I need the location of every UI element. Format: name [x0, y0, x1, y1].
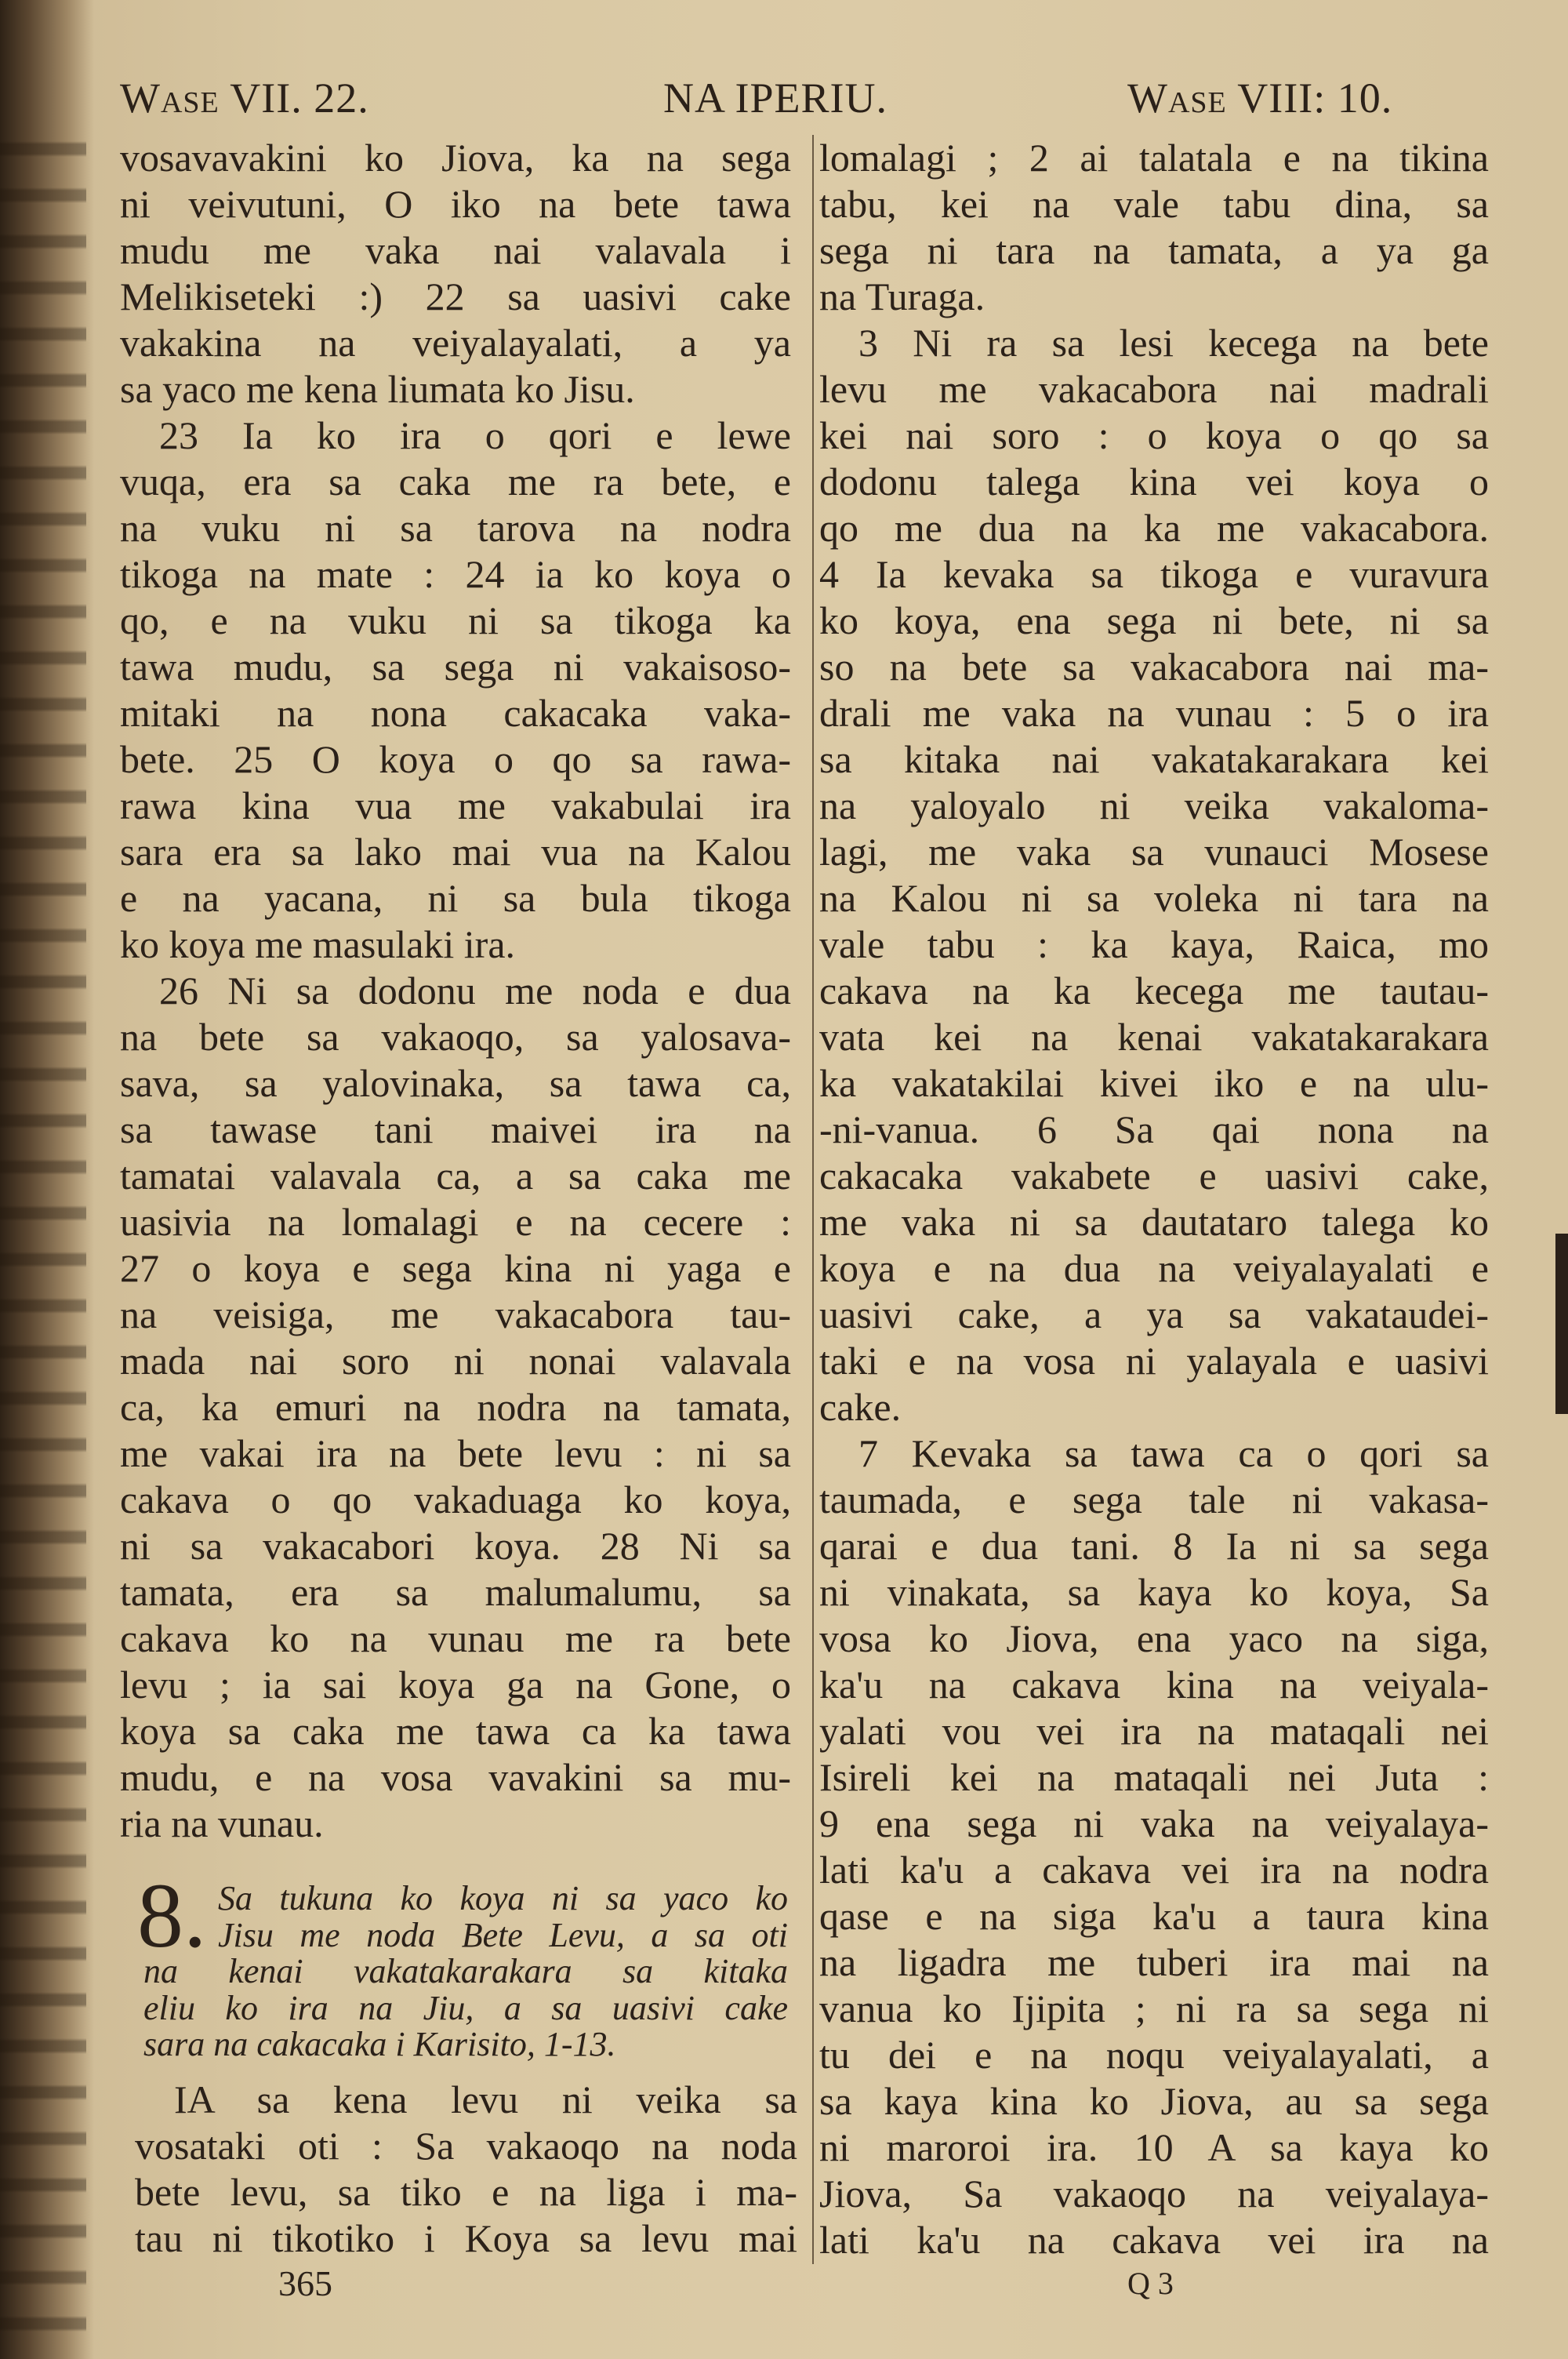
text-line: cake.: [819, 1385, 902, 1429]
text-line: vuqa, era sa caka me ra bete, e: [120, 460, 791, 503]
text-line: ni maroroi ira. 10 A sa kaya ko: [819, 2125, 1489, 2169]
text-line: 23 Ia ko ira o qori e lewe: [159, 413, 791, 457]
chapter-opening: [135, 2077, 797, 2262]
text-line: 9 ena sega ni vaka na veiyalaya-: [819, 1801, 1489, 1845]
text-line: -ni-vanua. 6 Sa qai nona na: [819, 1107, 1489, 1151]
column-divider: [812, 135, 814, 2264]
paragraph: [819, 1430, 1489, 2263]
text-line: qase e na siga ka'u a taura kina: [819, 1894, 1489, 1938]
text-line: tikoga na mate : 24 ia ko koya o: [120, 552, 791, 596]
text-line: vosa ko Jiova, ena yaco na siga,: [819, 1616, 1489, 1660]
text-line: ca, ka emuri na nodra na tamata,: [120, 1385, 791, 1429]
text-line: ka vakatakilai kivei iko e na ulu-: [819, 1061, 1489, 1105]
running-head-left: Wase VII. 22.: [120, 75, 369, 122]
text-line: Jiova, Sa vakaoqo na veiyalaya-: [819, 2172, 1489, 2215]
text-line: vale tabu : ka kaya, Raica, mo: [819, 922, 1489, 966]
text-line: e na yacana, ni sa bula tikoga: [120, 876, 791, 920]
text-line: rawa kina vua me vakabulai ira: [120, 783, 791, 827]
text-line: ko koya me masulaki ira.: [120, 922, 516, 966]
text-line: tawa mudu, sa sega ni vakaisoso-: [120, 645, 791, 689]
text-line: na Turaga.: [819, 274, 985, 318]
text-line: sa tawase tani maivei ira na: [120, 1107, 791, 1151]
text-line: 27 o koya e sega kina ni yaga e: [120, 1246, 791, 1290]
page-edge-mark: [1555, 1234, 1568, 1414]
text-line: koya e na dua na veiyalayalati e: [819, 1246, 1489, 1290]
text-line: na yaloyalo ni veika vakaloma-: [819, 783, 1489, 827]
text-line: na vuku ni sa tarova na nodra: [120, 506, 791, 550]
text-line: ka'u na cakava kina na veiyala-: [819, 1663, 1489, 1707]
text-line: sava, sa yalovinaka, sa tawa ca,: [120, 1061, 791, 1105]
text-line: sara na cakacaka i Karisito, 1-13.: [143, 2026, 616, 2063]
text-line: uasivia na lomalagi e na cecere :: [120, 1200, 791, 1244]
text-line: ko koya, ena sega ni bete, ni sa: [819, 598, 1489, 642]
text-line: ni vinakata, sa kaya ko koya, Sa: [819, 1570, 1489, 1614]
text-line: na kenai vakatakarakara sa kitaka: [143, 1954, 788, 1990]
text-line: mudu, e na vosa vavakini sa mu-: [120, 1755, 791, 1799]
text-line: sara era sa lako mai vua na Kalou: [120, 830, 791, 874]
text-line: bete levu, sa tiko e na liga i ma-: [135, 2170, 797, 2214]
text-line: lagi, me vaka sa vunauci Mosese: [819, 830, 1489, 874]
text-line: taumada, e sega tale ni vakasa-: [819, 1478, 1489, 1521]
text-line: na bete sa vakaoqo, sa yalosava-: [120, 1015, 791, 1059]
text-line: me vakai ira na bete levu : ni sa: [120, 1431, 791, 1475]
chapter-number: 8.: [137, 1864, 207, 1967]
text-line: yalati vou vei ira na mataqali nei: [819, 1709, 1489, 1753]
paragraph: [120, 413, 791, 968]
chapter-summary-text: [120, 1881, 788, 2063]
text-line: mada nai soro ni nonai valavala: [120, 1339, 791, 1383]
text-line: levu ; ia sai koya ga na Gone, o: [120, 1663, 791, 1707]
text-line: 4 Ia kevaka sa tikoga e vuravura: [819, 552, 1489, 596]
text-line: ria na vunau.: [120, 1801, 324, 1845]
text-line: 3 Ni ra sa lesi kecega na bete: [858, 321, 1489, 365]
text-line: vosavavakini ko Jiova, ka na sega: [120, 136, 791, 180]
text-line: koya sa caka me tawa ca ka tawa: [120, 1709, 791, 1753]
left-column: [120, 135, 791, 1847]
text-line: sega ni tara na tamata, a ya ga: [819, 228, 1489, 272]
text-line: sa kitaka nai vakatakarakara kei: [819, 737, 1489, 781]
text-line: vata kei na kenai vakatakarakara: [819, 1015, 1489, 1059]
paragraph: [120, 135, 791, 413]
text-line: so na bete sa vakacabora nai ma-: [819, 645, 1489, 689]
text-line: mudu me vaka nai valavala i: [120, 228, 791, 272]
text-line: qarai e dua tani. 8 Ia ni sa sega: [819, 1524, 1489, 1568]
text-line: 7 Kevaka sa tawa ca o qori sa: [858, 1431, 1489, 1475]
text-line: lati ka'u a cakava vei ira na nodra: [819, 1848, 1489, 1892]
text-line: cakava o qo vakaduaga ko koya,: [120, 1478, 791, 1521]
text-line: tabu, kei na vale tabu dina, sa: [819, 182, 1489, 226]
running-head-right: Wase VIII: 10.: [1127, 75, 1393, 122]
paragraph: [819, 135, 1489, 320]
text-line: vanua ko Ijipita ; ni ra sa sega ni: [819, 1986, 1489, 2030]
text-line: uasivi cake, a ya sa vakataudei-: [819, 1292, 1489, 1336]
paragraph: [135, 2077, 797, 2262]
text-line: sa kaya kina ko Jiova, au sa sega: [819, 2079, 1489, 2123]
text-line: ni veivutuni, O iko na bete tawa: [120, 182, 791, 226]
right-column: [819, 135, 1489, 2263]
text-line: lati ka'u na cakava vei ira na: [819, 2218, 1489, 2262]
text-line: cakava na ka kecega me tautau-: [819, 969, 1489, 1012]
text-line: Melikiseteki :) 22 sa uasivi cake: [120, 274, 791, 318]
text-line: Jisu me noda Bete Levu, a sa oti: [218, 1917, 788, 1954]
text-line: IA sa kena levu ni veika sa: [174, 2077, 797, 2121]
text-line: lomalagi ; 2 ai talatala e na tikina: [819, 136, 1489, 180]
text-line: mitaki na nona cakacaka vaka-: [120, 691, 791, 735]
text-line: qo me dua na ka me vakacabora.: [819, 506, 1489, 550]
text-line: Sa tukuna ko koya ni sa yaco ko: [218, 1881, 788, 1917]
text-line: me vaka ni sa dautataro talega ko: [819, 1200, 1489, 1244]
text-line: na veisiga, me vakacabora tau-: [120, 1292, 791, 1336]
text-line: taki e na vosa ni yalayala e uasivi: [819, 1339, 1489, 1383]
text-line: Isireli kei na mataqali nei Juta :: [819, 1755, 1489, 1799]
text-line: na Kalou ni sa voleka ni tara na: [819, 876, 1489, 920]
text-line: kei nai soro : o koya o qo sa: [819, 413, 1489, 457]
text-line: drali me vaka na vunau : 5 o ira: [819, 691, 1489, 735]
text-line: sa yaco me kena liumata ko Jisu.: [120, 367, 635, 411]
page-number: 365: [278, 2263, 332, 2303]
text-line: ni sa vakacabori koya. 28 Ni sa: [120, 1524, 791, 1568]
text-line: tamatai valavala ca, a sa caka me: [120, 1154, 791, 1198]
text-line: bete. 25 O koya o qo sa rawa-: [120, 737, 791, 781]
text-line: 26 Ni sa dodonu me noda e dua: [159, 969, 791, 1012]
paragraph: [120, 968, 791, 1847]
text-line: vosataki oti : Sa vakaoqo na noda: [135, 2124, 797, 2168]
text-line: tu dei e na noqu veiyalayalati, a: [819, 2033, 1489, 2077]
text-line: vakakina na veiyalayalati, a ya: [120, 321, 791, 365]
text-line: na ligadra me tuberi ira mai na: [819, 1940, 1489, 1984]
text-line: eliu ko ira na Jiu, a sa uasivi cake: [143, 1990, 788, 2027]
text-line: dodonu talega kina vei koya o: [819, 460, 1489, 503]
text-line: levu me vakacabora nai madrali: [819, 367, 1489, 411]
paragraph: [819, 320, 1489, 1430]
text-line: qo, e na vuku ni sa tikoga ka: [120, 598, 791, 642]
text-line: cakava ko na vunau me ra bete: [120, 1616, 791, 1660]
text-line: cakacaka vakabete e uasivi cake,: [819, 1154, 1489, 1198]
text-line: tamata, era sa malumalumu, sa: [120, 1570, 791, 1614]
signature-mark: Q 3: [1127, 2266, 1174, 2301]
running-head-title: NA IPERIU.: [663, 75, 888, 122]
chapter-summary: [120, 1864, 788, 2063]
adjacent-page-text-fragments: [0, 118, 86, 2353]
text-line: tau ni tikotiko i Koya sa levu mai: [135, 2216, 797, 2260]
